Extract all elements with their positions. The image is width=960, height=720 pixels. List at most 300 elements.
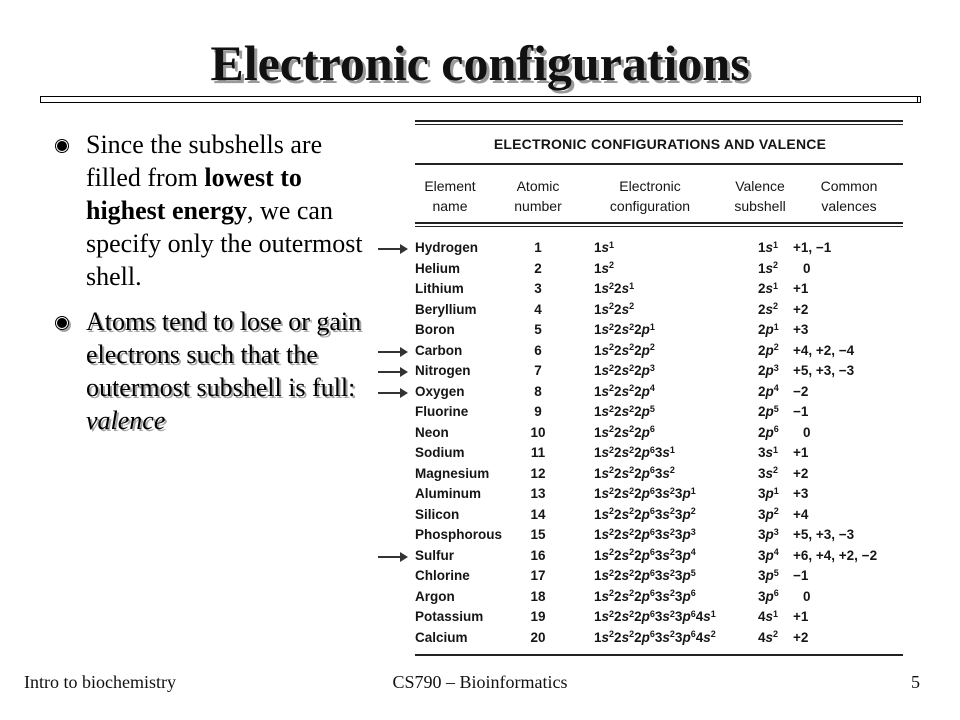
shell-number: 3 [758, 568, 766, 583]
element-name-cell: Carbon [415, 342, 463, 358]
subshell-letter: s [601, 486, 610, 501]
shell-number: 2 [614, 281, 622, 296]
subshell-letter: s [765, 609, 774, 624]
element-name-cell: Sulfur [415, 547, 454, 563]
subshell-letter: p [641, 424, 650, 440]
electron-count: 2 [629, 465, 635, 475]
shell-number: 2 [634, 486, 642, 501]
common-valences-cell: +2 [793, 465, 809, 481]
atomic-number-cell: 11 [530, 445, 546, 460]
subshell-letter: s [765, 281, 774, 296]
column-header-name [415, 176, 485, 216]
electron-count: 1 [773, 444, 779, 455]
shell-number: 1 [594, 260, 602, 276]
shell-number: 2 [634, 568, 642, 583]
configuration-cell [594, 343, 655, 358]
common-valences-cell: +3 [793, 486, 809, 501]
electron-count: 2 [609, 444, 615, 455]
electron-count: 2 [669, 629, 675, 639]
table-row [410, 445, 910, 465]
shell-number: 1 [594, 527, 602, 542]
electron-count: 6 [649, 547, 655, 557]
shell-number: 1 [594, 629, 602, 645]
configuration-cell [594, 445, 675, 460]
subshell-letter: s [621, 527, 630, 542]
shell-number: 1 [594, 342, 602, 358]
subshell-letter: s [662, 609, 670, 624]
bullet-item-valence [50, 305, 380, 437]
shell-number: 2 [758, 383, 766, 399]
subshell-letter: s [601, 404, 610, 419]
shell-number: 3 [758, 445, 766, 460]
table-row [410, 548, 910, 568]
subshell-letter: s [621, 383, 630, 399]
shell-number: 1 [594, 240, 602, 255]
shell-number: 2 [614, 547, 622, 563]
common-valences-cell: +5, +3, −3 [793, 363, 855, 378]
electron-count: 3 [773, 526, 779, 537]
shell-number: 3 [654, 486, 663, 501]
electron-count: 1 [629, 280, 635, 291]
bullet-dot-icon [56, 140, 68, 152]
shell-number: 2 [614, 527, 622, 542]
electron-count: 6 [649, 465, 655, 475]
table-row [410, 363, 910, 383]
subshell-letter: p [765, 506, 774, 522]
valence-table [410, 112, 910, 660]
shell-number: 3 [674, 527, 683, 542]
shell-number: 4 [695, 609, 704, 624]
shell-number: 4 [758, 609, 766, 624]
element-name-cell: Aluminum [415, 486, 481, 501]
row-pointer-arrow-icon [378, 367, 408, 377]
electron-count: 6 [649, 567, 655, 578]
subshell-letter: p [641, 609, 650, 624]
configuration-cell [594, 589, 696, 604]
electron-count: 2 [609, 567, 615, 578]
electron-count: 2 [629, 629, 635, 639]
subshell-letter: s [621, 301, 630, 317]
subshell-letter: s [621, 465, 630, 481]
arrow-shaft [378, 556, 402, 558]
electron-count: 3 [649, 362, 655, 373]
subshell-letter: s [621, 486, 630, 501]
shell-number: 2 [614, 404, 622, 419]
element-name-cell: Chlorine [415, 568, 470, 583]
column-header-text: Valence subshell [734, 178, 786, 214]
valence-subshell-cell [758, 261, 778, 276]
configuration-cell [594, 322, 655, 337]
subshell-letter: s [662, 568, 670, 583]
bullet-emphasis: lowest to highest energy [86, 163, 302, 225]
subshell-letter: s [601, 342, 610, 358]
shell-number: 3 [654, 609, 663, 624]
shell-number: 2 [634, 629, 642, 645]
shell-number: 1 [594, 424, 602, 440]
shell-number: 2 [758, 363, 766, 378]
subshell-letter: s [765, 240, 774, 255]
shell-number: 1 [594, 588, 602, 604]
electron-count: 3 [690, 526, 696, 537]
electron-count: 2 [669, 547, 675, 557]
common-valences-cell: +1 [793, 281, 809, 296]
electron-count: 1 [773, 239, 779, 250]
element-name-cell: Beryllium [415, 301, 477, 317]
electron-count: 5 [690, 567, 696, 578]
subshell-letter: s [765, 301, 774, 317]
electron-count: 2 [609, 506, 615, 516]
electron-count: 2 [669, 608, 675, 619]
subshell-letter: p [682, 568, 691, 583]
subshell-letter: p [682, 588, 691, 604]
common-valences-cell: +1, −1 [793, 240, 832, 255]
electron-count: 2 [669, 567, 675, 578]
subshell-letter: p [682, 506, 691, 522]
element-name-cell: Boron [415, 322, 455, 337]
shell-number: 2 [634, 342, 642, 358]
shell-number: 3 [654, 506, 663, 522]
electron-count: 2 [609, 547, 615, 557]
electron-count: 2 [609, 526, 615, 537]
shell-number: 4 [695, 629, 704, 645]
shell-number: 2 [614, 322, 622, 337]
shell-number: 2 [614, 445, 622, 460]
configuration-cell [594, 363, 655, 378]
electron-count: 5 [773, 403, 779, 414]
subshell-letter: p [641, 547, 650, 563]
electron-count: 1 [669, 444, 675, 455]
electron-count: 6 [649, 444, 655, 455]
common-valences-cell: +2 [793, 629, 809, 645]
subshell-letter: s [703, 609, 711, 624]
arrow-head [400, 367, 408, 377]
subshell-letter: s [621, 281, 630, 296]
electron-count: 1 [649, 321, 655, 332]
electron-count: 2 [629, 383, 635, 393]
shell-number: 2 [634, 424, 642, 440]
common-valences-cell: +1 [793, 445, 809, 460]
electron-count: 6 [773, 588, 779, 598]
shell-number: 1 [594, 506, 602, 522]
configuration-cell [594, 630, 716, 645]
electron-count: 2 [609, 465, 615, 475]
subshell-letter: s [601, 240, 610, 255]
configuration-cell [594, 548, 696, 563]
column-header-text: Common valences [820, 178, 878, 214]
shell-number: 2 [634, 383, 642, 399]
electron-count: 6 [690, 608, 696, 619]
configuration-cell [594, 281, 634, 296]
shell-number: 2 [634, 588, 642, 604]
electron-count: 2 [629, 526, 635, 537]
electron-count: 2 [609, 342, 615, 352]
electron-count: 2 [609, 629, 615, 639]
common-valences-cell: 0 [803, 260, 811, 276]
common-valences-cell: +4 [793, 506, 809, 522]
electron-count: 4 [649, 383, 655, 393]
shell-number: 3 [654, 568, 663, 583]
element-name-cell: Hydrogen [415, 240, 479, 255]
footer-title: CS790 – Bioinformatics [392, 672, 568, 692]
shell-number: 1 [594, 301, 602, 317]
electron-count: 6 [690, 629, 696, 639]
table-rule [415, 163, 903, 165]
shell-number: 3 [654, 588, 663, 604]
valence-subshell-cell [758, 486, 779, 501]
electron-count: 2 [773, 465, 779, 475]
arrow-head [400, 552, 408, 562]
shell-number: 2 [614, 609, 622, 624]
atomic-number-cell: 8 [534, 383, 542, 399]
subshell-letter: p [641, 629, 650, 645]
electron-count: 6 [649, 424, 655, 434]
subshell-letter: p [765, 383, 774, 399]
electron-count: 2 [773, 301, 779, 311]
electron-count: 2 [629, 403, 635, 414]
element-name-cell: Helium [415, 260, 461, 276]
table-row [410, 302, 910, 322]
arrow-shaft [378, 351, 402, 353]
subshell-letter: s [601, 383, 610, 399]
electron-count: 2 [669, 506, 675, 516]
subshell-letter: s [662, 588, 670, 604]
shell-number: 2 [634, 547, 642, 563]
electron-count: 2 [669, 485, 675, 496]
electron-count: 2 [773, 629, 779, 639]
subshell-letter: s [765, 465, 774, 481]
bullet-text: , we can specify only the outermost shell. [86, 196, 363, 291]
table-row [410, 425, 910, 445]
subshell-letter: s [601, 363, 610, 378]
shell-number: 2 [614, 465, 622, 481]
arrow-shaft [378, 248, 402, 250]
shell-number: 1 [594, 322, 602, 337]
subshell-letter: p [682, 629, 691, 645]
element-name-cell: Potassium [415, 609, 484, 624]
subshell-letter: s [621, 363, 630, 378]
subshell-letter: s [621, 609, 630, 624]
shell-number: 3 [758, 465, 766, 481]
common-valences-cell: +4, +2, −4 [793, 342, 855, 358]
subshell-letter: s [662, 629, 670, 645]
column-header-text: Electronic configuration [609, 178, 691, 214]
element-name-cell: Nitrogen [415, 363, 471, 378]
electron-count: 2 [609, 424, 615, 434]
table-title: ELECTRONIC CONFIGURATIONS AND VALENCE [493, 136, 827, 152]
table-row [410, 261, 910, 281]
atomic-number-cell: 1 [534, 240, 542, 255]
electron-count: 1 [773, 280, 779, 291]
electron-count: 6 [690, 588, 696, 598]
element-name-cell: Magnesium [415, 465, 490, 481]
atomic-number-cell: 9 [534, 404, 542, 419]
electron-count: 2 [773, 260, 779, 270]
column-header-valence [726, 176, 794, 216]
subshell-letter: s [621, 445, 630, 460]
subshell-letter: p [641, 363, 650, 378]
electron-count: 5 [649, 403, 655, 414]
valence-subshell-cell [758, 302, 778, 317]
footer-course: Intro to biochemistry [24, 672, 176, 692]
shell-number: 2 [614, 363, 622, 378]
shell-number: 2 [634, 527, 642, 542]
electron-count: 3 [773, 362, 779, 373]
shell-number: 1 [594, 281, 602, 296]
shell-number: 3 [758, 486, 766, 501]
common-valences-cell: −1 [793, 404, 809, 419]
configuration-cell [594, 404, 655, 419]
electron-count: 2 [710, 629, 716, 639]
electron-count: 2 [609, 588, 615, 598]
valence-subshell-cell [758, 363, 779, 378]
subshell-letter: s [765, 445, 774, 460]
shell-number: 2 [634, 445, 642, 460]
shell-number: 2 [758, 342, 766, 358]
bullet-text: Atoms tend to lose or gain electrons such that the outermost subshell is full: [86, 307, 362, 402]
subshell-letter: p [641, 445, 650, 460]
subshell-letter: p [641, 342, 650, 358]
electron-count: 2 [629, 362, 635, 373]
table-row [410, 322, 910, 342]
common-valences-cell: +6, +4, +2, −2 [793, 547, 878, 563]
common-valences-cell: +2 [793, 301, 809, 317]
element-name-cell: Fluorine [415, 404, 469, 419]
common-valences-cell: −2 [793, 383, 809, 399]
subshell-letter: s [621, 342, 630, 358]
common-valences-cell: 0 [803, 588, 811, 604]
electron-count: 2 [690, 506, 696, 516]
valence-subshell-cell [758, 466, 778, 481]
atomic-number-cell: 5 [534, 322, 542, 337]
electron-count: 2 [773, 506, 779, 516]
shell-number: 2 [634, 363, 642, 378]
shell-number: 3 [674, 506, 683, 522]
subshell-letter: p [765, 342, 774, 358]
subshell-letter: s [662, 465, 670, 481]
electron-count: 6 [649, 588, 655, 598]
shell-number: 2 [634, 322, 642, 337]
atomic-number-cell: 6 [534, 342, 542, 358]
shell-number: 3 [654, 465, 663, 481]
element-name-cell: Calcium [415, 629, 468, 645]
shell-number: 3 [674, 588, 683, 604]
electron-count: 2 [669, 588, 675, 598]
column-header-number [506, 176, 570, 216]
table-row [410, 507, 910, 527]
electron-count: 2 [629, 547, 635, 557]
subshell-letter: p [641, 322, 650, 337]
column-header-config [590, 176, 710, 216]
configuration-cell [594, 609, 716, 624]
subshell-letter: p [765, 547, 774, 563]
table-row [410, 527, 910, 547]
subshell-letter: p [682, 527, 691, 542]
shell-number: 2 [614, 588, 622, 604]
table-row [410, 281, 910, 301]
subshell-letter: s [601, 547, 610, 563]
shell-number: 3 [758, 588, 766, 604]
table-rule [415, 124, 903, 125]
element-name-cell: Sodium [415, 445, 465, 460]
subshell-letter: p [765, 568, 774, 583]
electron-count: 2 [629, 321, 635, 332]
configuration-cell [594, 466, 675, 481]
subshell-letter: p [641, 568, 650, 583]
subshell-letter: s [601, 424, 610, 440]
valence-subshell-cell [758, 322, 779, 337]
electron-count: 1 [710, 608, 716, 619]
common-valences-cell: +3 [793, 322, 809, 337]
electron-count: 2 [629, 506, 635, 516]
shell-number: 3 [758, 547, 766, 563]
atomic-number-cell: 16 [530, 547, 546, 563]
atomic-number-cell: 2 [534, 260, 542, 276]
electron-count: 2 [629, 567, 635, 578]
subshell-letter: s [601, 260, 610, 276]
configuration-cell [594, 261, 614, 276]
configuration-cell [594, 568, 696, 583]
row-pointer-arrow-icon [378, 388, 408, 398]
subshell-letter: p [765, 486, 774, 501]
atomic-number-cell: 20 [530, 629, 546, 645]
subshell-letter: s [601, 322, 610, 337]
subshell-letter: s [601, 527, 610, 542]
common-valences-cell: 0 [803, 424, 811, 440]
shell-number: 2 [614, 383, 622, 399]
configuration-cell [594, 486, 696, 501]
subshell-letter: s [601, 609, 610, 624]
table-rule [415, 222, 903, 224]
title-underline [40, 96, 919, 103]
valence-subshell-cell [758, 548, 779, 563]
shell-number: 3 [654, 629, 663, 645]
valence-subshell-cell [758, 589, 779, 604]
shell-number: 3 [674, 568, 683, 583]
electron-count: 2 [669, 526, 675, 537]
shell-number: 2 [614, 424, 622, 440]
electron-count: 4 [773, 547, 779, 557]
valence-subshell-cell [758, 425, 779, 440]
shell-number: 2 [614, 486, 622, 501]
table-row [410, 343, 910, 363]
shell-number: 3 [758, 506, 766, 522]
shell-number: 3 [654, 547, 663, 563]
bullet-list [50, 128, 380, 449]
subshell-letter: s [601, 445, 610, 460]
electron-count: 1 [690, 485, 696, 496]
atomic-number-cell: 10 [530, 424, 546, 440]
valence-subshell-cell [758, 507, 779, 522]
subshell-letter: p [641, 404, 650, 419]
electron-count: 2 [649, 342, 655, 352]
electron-count: 6 [773, 424, 779, 434]
shell-number: 3 [674, 486, 683, 501]
electron-count: 2 [629, 588, 635, 598]
electron-count: 1 [773, 608, 779, 619]
electron-count: 2 [629, 301, 635, 311]
electron-count: 2 [609, 260, 615, 270]
electron-count: 2 [609, 321, 615, 332]
subshell-letter: p [641, 465, 650, 481]
shell-number: 1 [594, 363, 602, 378]
subshell-letter: p [682, 486, 691, 501]
bullet-emphasis: valence [86, 406, 166, 435]
shell-number: 1 [758, 260, 766, 276]
shell-number: 2 [758, 404, 766, 419]
subshell-letter: s [621, 404, 630, 419]
subshell-letter: s [621, 322, 630, 337]
shell-number: 3 [758, 527, 766, 542]
